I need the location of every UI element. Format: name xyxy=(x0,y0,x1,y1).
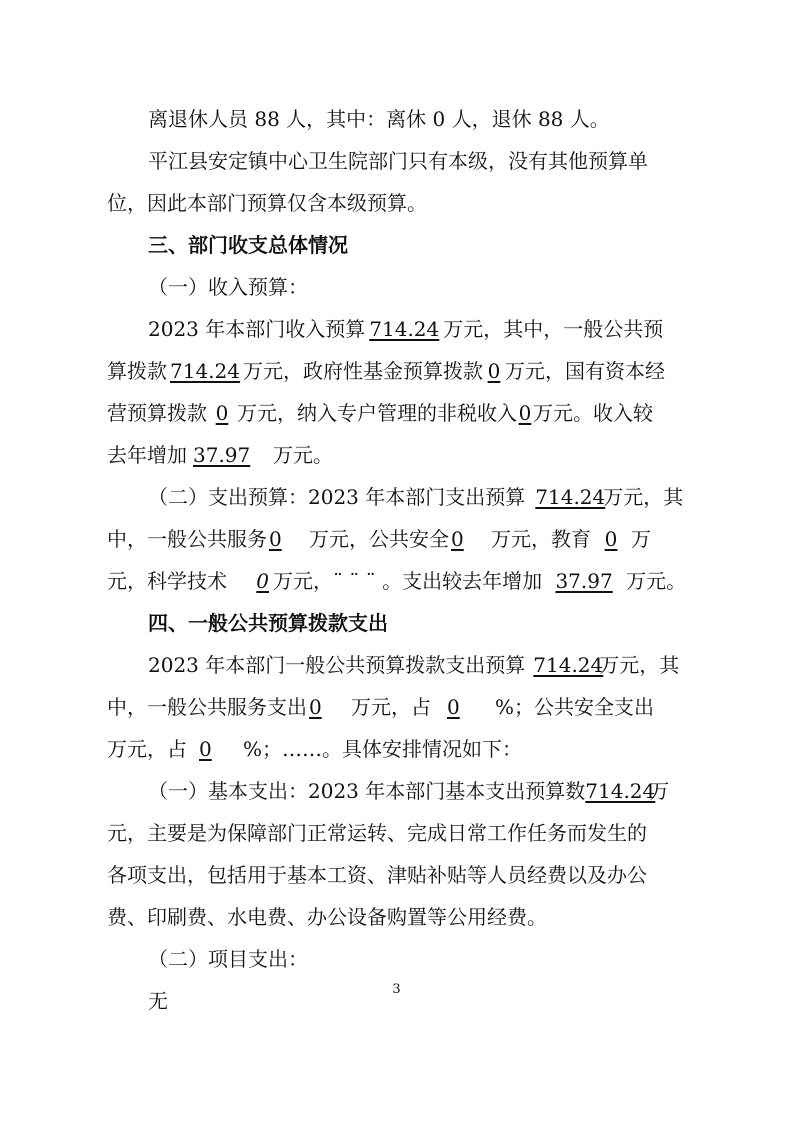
income-line-2: 算拨款 714.24 万元，政府性基金预算拨款 0 万元，国有资本经 xyxy=(107,359,665,383)
basic-expense-line-1: （一）基本支出：2023 年本部门基本支出预算数714.24万 xyxy=(148,779,670,803)
unit-line-2: 位，因此本部门预算仅含本级预算。 xyxy=(107,191,427,215)
income-subheading: （一）收入预算： xyxy=(148,275,308,299)
retiree-line: 离退休人员 88 人，其中：离休 0 人，退休 88 人。 xyxy=(148,107,610,131)
basic-expense-line-2: 元，主要是为保障部门正常运转、完成日常工作任务而发生的 xyxy=(107,821,647,845)
expense-line-1: （二）支出预算：2023 年本部门支出预算 714.24万元，其 xyxy=(148,485,684,509)
general-budget-line-3: 万元，占 0 %；……。具体安排情况如下： xyxy=(107,737,523,761)
project-expense-value: 无 xyxy=(148,989,168,1013)
general-budget-line-2: 中，一般公共服务支出 0 万元，占 0 %；公共安全支出 xyxy=(107,695,655,719)
expense-line-2: 中，一般公共服务 0 万元，公共安全 0 万元，教育 0 万 xyxy=(107,527,651,551)
income-line-1: 2023 年本部门收入预算 714.24 万元，其中，一般公共预 xyxy=(148,317,664,341)
basic-expense-line-3: 各项支出，包括用于基本工资、津贴补贴等人员经费以及办公 xyxy=(107,863,647,887)
income-line-3: 营预算拨款 0 万元，纳入专户管理的非税收入0万元。收入较 xyxy=(107,401,653,425)
basic-expense-line-4: 费、印刷费、水电费、办公设备购置等公用经费。 xyxy=(107,905,547,929)
section-heading-3: 三、部门收支总体情况 xyxy=(148,233,348,257)
project-expense-subheading: （二）项目支出： xyxy=(148,947,308,971)
expense-line-3: 元，科学技术 0 万元，¨ ¨ ¨ 。支出较去年增加 37.97 万元。 xyxy=(107,569,687,593)
unit-line-1: 平江县安定镇中心卫生院部门只有本级，没有其他预算单 xyxy=(148,149,648,173)
income-line-4: 去年增加 37.97 万元。 xyxy=(107,443,333,467)
general-budget-line-1: 2023 年本部门一般公共预算拨款支出预算 714.24万元，其 xyxy=(148,653,680,677)
page-number: 3 xyxy=(392,982,401,997)
section-heading-4: 四、一般公共预算拨款支出 xyxy=(148,611,388,635)
